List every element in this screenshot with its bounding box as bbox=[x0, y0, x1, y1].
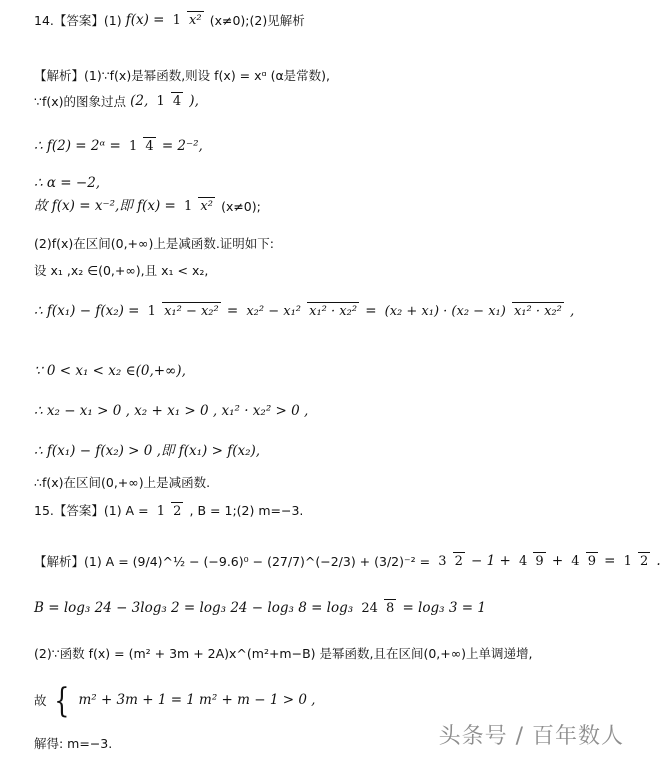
difference-fraction-1 bbox=[146, 305, 221, 318]
analysis-15-B bbox=[34, 602, 486, 616]
A-fraction-1 bbox=[436, 555, 465, 568]
answer-15-line bbox=[34, 505, 303, 518]
conclusion-fraction bbox=[182, 200, 215, 213]
fraction-denominator: 9 bbox=[587, 554, 596, 570]
fraction-denominator: x₁² · x₂² bbox=[513, 304, 562, 320]
fraction-numerator: 3 bbox=[438, 554, 447, 570]
answer-14-f: f(x) = bbox=[125, 12, 165, 28]
system-equation-1: m² + 3m + 1 = 1 bbox=[78, 692, 195, 709]
fraction-numerator: 4 bbox=[518, 554, 528, 570]
difference-lhs: ∴ f(x₁) − f(x₂) = bbox=[34, 303, 140, 319]
analysis-14-part2: (2)f(x)在区间(0,+∞)上是减函数.证明如下: bbox=[34, 236, 275, 251]
answer-15-fraction bbox=[155, 505, 184, 518]
answer-14-line bbox=[34, 14, 305, 28]
fraction-numerator: 1 bbox=[183, 199, 193, 215]
analysis-14-assume: 设 x₁ ,x₂ ∈(0,+∞),且 x₁ < x₂, bbox=[34, 263, 209, 278]
comma: , bbox=[570, 303, 575, 319]
equation-system bbox=[78, 694, 306, 708]
B-fraction bbox=[359, 602, 396, 615]
analysis-15-A bbox=[34, 555, 661, 569]
fraction-denominator: 9 bbox=[535, 554, 544, 570]
answer-14-tail: (x≠0);(2)见解析 bbox=[209, 12, 305, 28]
fraction-numerator: 1 bbox=[156, 94, 165, 110]
fraction-denominator: x₁² · x₂² bbox=[309, 304, 358, 320]
fraction-numerator: 1 bbox=[147, 304, 156, 320]
f2-fraction bbox=[127, 140, 156, 153]
fraction-denominator: 4 bbox=[145, 139, 154, 155]
comma: , bbox=[311, 692, 316, 709]
analysis-14-conclusion bbox=[34, 200, 261, 214]
difference-fraction-3 bbox=[383, 305, 564, 318]
point-close: ), bbox=[189, 93, 199, 109]
fraction-numerator: x₂² − x₁² bbox=[246, 304, 301, 320]
A-mid: − 1 + bbox=[471, 553, 511, 569]
analysis-14-difference bbox=[34, 305, 574, 319]
analysis-14-alpha: ∴ α = −2, bbox=[34, 175, 101, 191]
answer-14-fraction bbox=[171, 14, 204, 27]
left-brace-icon: { bbox=[53, 681, 70, 721]
watermark: 头条号 / 百年数人 bbox=[438, 724, 624, 749]
system-equation-2: m² + m − 1 > 0 bbox=[199, 692, 307, 709]
analysis-15-system bbox=[34, 681, 316, 721]
fraction-denominator: 2 bbox=[454, 554, 463, 570]
fraction-numerator: (x₂ + x₁) · (x₂ − x₁) bbox=[384, 304, 506, 320]
period: . bbox=[656, 553, 661, 569]
analysis-15-part2: (2)∵函数 f(x) = (m² + 3m + 2A)x^(m²+m−B) 是幂函数,且在区间(0,+∞)上单调递增, bbox=[34, 646, 533, 661]
fraction-numerator: 1 bbox=[128, 139, 138, 155]
fraction-denominator: x² bbox=[189, 13, 202, 29]
B-rhs: = log₃ 3 = 1 bbox=[402, 600, 486, 616]
A-fraction-2 bbox=[517, 555, 546, 568]
answer-14-label: 14.【答案】(1) bbox=[34, 12, 122, 28]
analysis-14-point bbox=[34, 95, 199, 109]
conclusion-tail: (x≠0); bbox=[221, 198, 261, 214]
fraction-numerator: 1 bbox=[156, 504, 165, 519]
A-fraction-3 bbox=[569, 555, 598, 568]
fraction-denominator: 2 bbox=[173, 504, 182, 519]
analysis-14-compare: ∴ f(x₁) − f(x₂) > 0 ,即 f(x₁) > f(x₂), bbox=[34, 443, 261, 459]
analysis-14-intro: 【解析】(1)∵f(x)是幂函数,则设 f(x) = xᵅ (α是常数), bbox=[34, 68, 331, 83]
equals-sign: = bbox=[604, 553, 616, 569]
point-text: ∵f(x)的图象过点 bbox=[34, 93, 127, 109]
analysis-14-f2 bbox=[34, 140, 203, 154]
analysis-14-range: ∵ 0 < x₁ < x₂ ∈(0,+∞), bbox=[34, 363, 186, 379]
fraction-denominator: x₁² − x₂² bbox=[164, 304, 219, 320]
answer-15-tail: , B = 1;(2) m=−3. bbox=[189, 503, 304, 519]
fraction-denominator: 4 bbox=[172, 94, 182, 110]
fraction-numerator: 24 bbox=[361, 601, 378, 617]
fraction-numerator: 1 bbox=[623, 554, 632, 570]
fraction-numerator: 4 bbox=[571, 554, 580, 570]
analysis-14-signs: ∴ x₂ − x₁ > 0 , x₂ + x₁ > 0 , x₁² · x₂² > 0 , bbox=[34, 403, 309, 419]
conclusion-lhs: 故 f(x) = x⁻²,即 f(x) = bbox=[34, 198, 176, 214]
fraction-denominator: x² bbox=[200, 199, 213, 215]
point-open: (2, bbox=[130, 93, 149, 109]
plus-sign: + bbox=[551, 553, 564, 569]
equals-sign: = bbox=[226, 303, 239, 319]
point-fraction bbox=[154, 95, 183, 108]
B-lhs: B = log₃ 24 − 3log₃ 2 = log₃ 24 − log₃ 8 = log₃ bbox=[34, 600, 354, 616]
fraction-denominator: 8 bbox=[386, 601, 395, 617]
f2-lhs: ∴ f(2) = 2ᵅ = bbox=[34, 138, 121, 154]
system-label: 故 bbox=[34, 692, 47, 708]
f2-rhs: = 2⁻², bbox=[161, 138, 203, 154]
analysis-15-solution: 解得: m=−3. bbox=[34, 736, 113, 751]
answer-15-label: 15.【答案】(1) A = bbox=[34, 503, 149, 519]
A-fraction-4 bbox=[622, 555, 651, 568]
difference-fraction-2 bbox=[244, 305, 359, 318]
A-expression: 【解析】(1) A = (9/4)^½ − (−9.6)⁰ − (27/7)^(−2/3) + (3/2)⁻² = bbox=[34, 553, 431, 569]
equals-sign: = bbox=[365, 303, 377, 319]
fraction-numerator: 1 bbox=[172, 13, 181, 29]
fraction-denominator: 2 bbox=[640, 554, 649, 570]
analysis-14-final: ∴f(x)在区间(0,+∞)上是减函数. bbox=[34, 475, 211, 490]
